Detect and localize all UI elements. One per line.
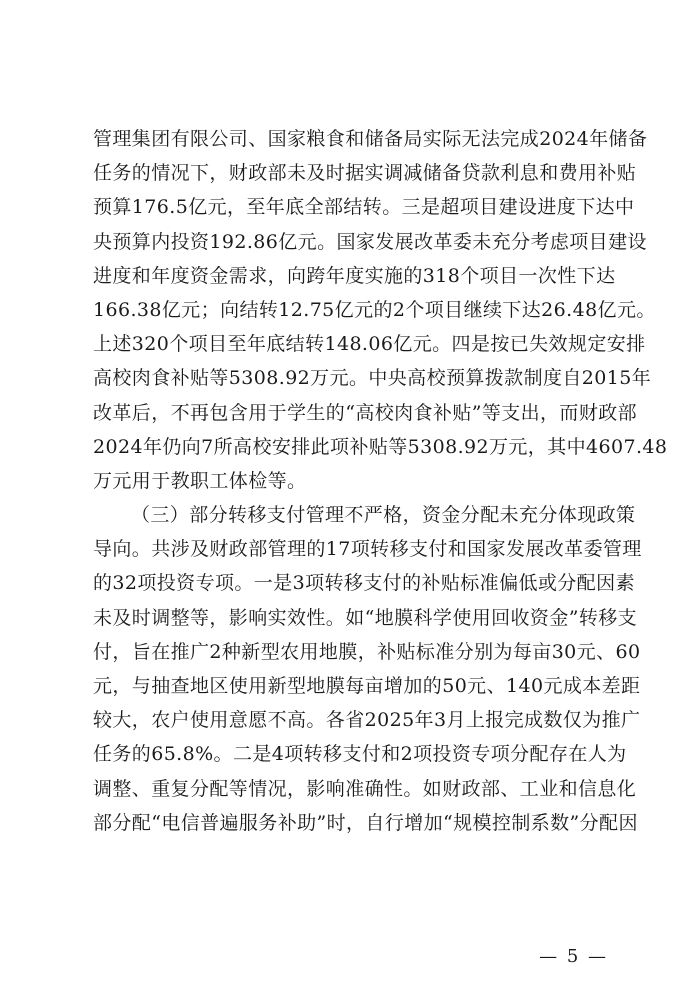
text-line: 进度和年度资金需求，向跨年度实施的318个项目一次性下达 bbox=[93, 264, 616, 287]
text-line: 的32项投资专项。一是3项转移支付的补贴标准偏低或分配因素 bbox=[93, 572, 635, 595]
text-line: 调整、重复分配等情况，影响准确性。如财政部、工业和信息化 bbox=[93, 777, 637, 800]
paragraph-1 bbox=[93, 122, 668, 498]
text-line: 任务的情况下，财政部未及时据实调减储备贷款利息和费用补贴 bbox=[93, 162, 637, 185]
text-line: 管理集团有限公司、国家粮食和储备局实际无法完成2024年储备 bbox=[93, 128, 648, 150]
page-number: — 5 — bbox=[539, 946, 608, 967]
text-line: 2024年仍向7所高校安排此项补贴等5308.92万元，其中4607.48 bbox=[93, 435, 668, 458]
section-heading-line: （三）部分转移支付管理不严格，资金分配未充分体现政策 bbox=[131, 504, 636, 527]
text-line: 改革后，不再包含用于学生的“高校肉食补贴”等支出，而财政部 bbox=[93, 401, 638, 424]
document-body bbox=[93, 122, 668, 840]
text-line: 央预算内投资192.86亿元。国家发展改革委未充分考虑项目建设 bbox=[93, 230, 647, 253]
text-line: 元，与抽查地区使用新型地膜每亩增加的50元、140元成本差距 bbox=[93, 675, 641, 697]
text-line: 任务的65.8%。二是4项转移支付和2项投资专项分配存在人为 bbox=[93, 743, 627, 766]
text-line: 上述320个项目至年底结转148.06亿元。四是按已失效规定安排 bbox=[93, 333, 646, 356]
text-line: 导向。共涉及财政部管理的17项转移支付和国家发展改革委管理 bbox=[93, 538, 642, 561]
text-line: 较大，农户使用意愿不高。各省2025年3月上报完成数仅为推广 bbox=[93, 709, 641, 732]
text-line: 未及时调整等，影响实效性。如“地膜科学使用回收资金”转移支 bbox=[93, 606, 638, 629]
text-line: 部分配“电信普遍服务补助”时，自行增加“规模控制系数”分配因 bbox=[93, 811, 638, 834]
text-line: 预算176.5亿元，至年底全部结转。三是超项目建设进度下达中 bbox=[93, 196, 635, 219]
text-line: 付，旨在推广2种新型农用地膜，补贴标准分别为每亩30元、60 bbox=[93, 640, 641, 663]
text-line: 高校肉食补贴等5308.92万元。中央高校预算拨款制度自2015年 bbox=[93, 367, 652, 390]
text-line: 166.38亿元；向结转12.75亿元的2个项目继续下达26.48亿元。 bbox=[93, 298, 656, 321]
text-line: 万元用于教职工体检等。 bbox=[93, 469, 307, 492]
paragraph-2 bbox=[93, 498, 642, 840]
